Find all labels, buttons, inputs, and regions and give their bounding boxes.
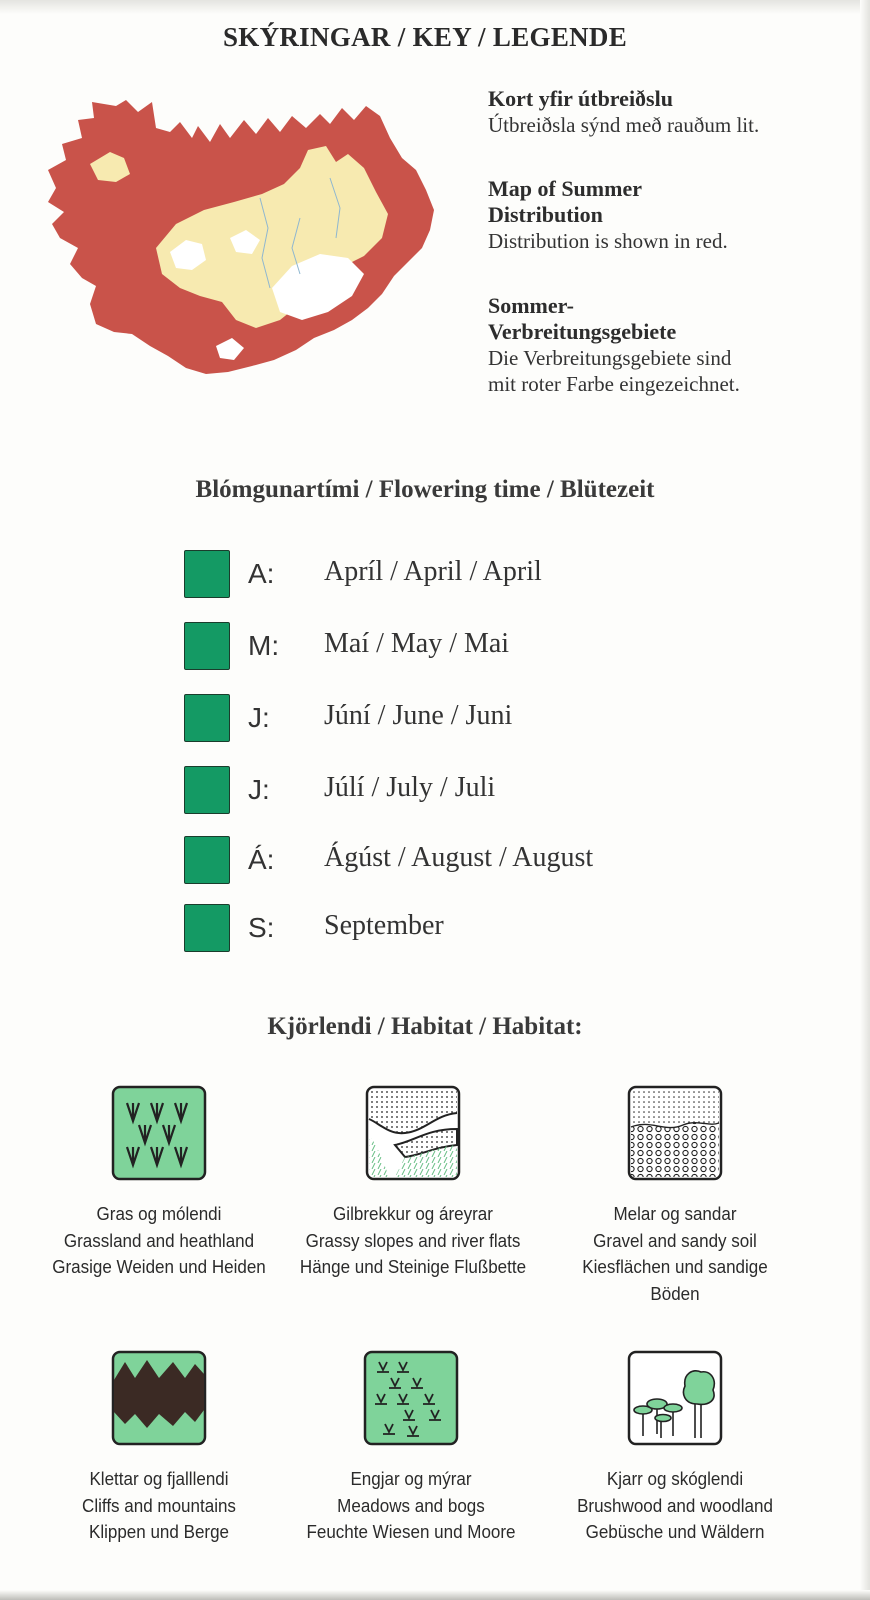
habitat-meadows-bogs [266, 1350, 556, 1546]
habitat-caption-line: Grassland and heathland [63, 1229, 255, 1251]
habitat-caption-line: Gravel and sandy soil [593, 1229, 757, 1251]
gravel-icon [627, 1085, 723, 1181]
distribution-heading-en-2: Distribution [488, 202, 603, 227]
habitat-grassland [14, 1085, 304, 1281]
distribution-note-icelandic [488, 86, 858, 138]
habitat-caption-line: Klettar og fjalllendi [89, 1468, 229, 1489]
habitat-caption-line: Engjar og mýrar [350, 1468, 472, 1489]
distribution-heading-de-1: Sommer- [488, 293, 574, 318]
habitat-caption-line: Feuchte Wiesen und Moore [306, 1521, 516, 1542]
paper-edge-bottom [0, 1590, 870, 1600]
habitat-caption-line: Grassy slopes and river flats [305, 1229, 521, 1251]
habitat-caption-line: Grasige Weiden und Heiden [52, 1256, 266, 1277]
month-letter: J: [248, 774, 270, 805]
month-swatch [184, 836, 230, 884]
meadows-bogs-icon [363, 1350, 459, 1446]
woodland-icon [627, 1350, 723, 1446]
iceland-distribution-map [30, 98, 450, 388]
habitat-gravel [530, 1085, 820, 1307]
habitat-caption-line: Kjarr og skóglendi [606, 1468, 744, 1489]
month-label: Júlí / July / Juli [324, 772, 496, 803]
habitat-caption-line: Melar og sandar [613, 1203, 737, 1224]
month-label: September [324, 910, 444, 941]
month-row-september [184, 904, 684, 954]
habitat-woodland [530, 1350, 820, 1546]
paper-edge-right [860, 0, 870, 1600]
legend-title: SKÝRINGAR / KEY / LEGENDE [222, 22, 628, 52]
distribution-heading-en-1: Map of Summer [488, 176, 642, 201]
habitat-grassy-slopes [268, 1085, 558, 1281]
month-swatch [184, 766, 230, 814]
month-label: Maí / May / Mai [324, 628, 510, 659]
habitat-caption-line: Hänge und Steinige Flußbette [299, 1256, 527, 1277]
distribution-note-english [488, 176, 858, 254]
month-swatch [184, 694, 230, 742]
month-swatch [184, 904, 230, 952]
month-letter: Á: [248, 844, 275, 875]
mountains-icon [111, 1350, 207, 1446]
month-label: Júní / June / Juni [324, 700, 513, 731]
distribution-text-en: Distribution is shown in red. [488, 229, 728, 253]
habitat-caption-line: Klippen und Berge [88, 1521, 230, 1542]
flowering-time-title: Blómgunartími / Flowering time / Blütezeit [195, 476, 655, 503]
month-row-june [184, 694, 684, 744]
habitat-caption-line: Gebüsche und Wäldern [585, 1521, 765, 1542]
habitat-caption-line: Brushwood and woodland [577, 1494, 773, 1516]
month-letter: J: [248, 702, 270, 733]
month-row-april [184, 550, 684, 600]
month-swatch [184, 550, 230, 598]
grassy-slopes-icon [365, 1085, 461, 1181]
habitat-caption-line: Meadows and bogs [337, 1494, 485, 1516]
month-label: Ágúst / August / August [324, 842, 594, 873]
habitat-caption-line: Gilbrekkur og áreyrar [333, 1203, 493, 1224]
month-swatch [184, 622, 230, 670]
distribution-text-de-2: mit roter Farbe eingezeichnet. [488, 372, 740, 396]
grassland-icon [111, 1085, 207, 1181]
month-row-may [184, 622, 684, 672]
habitat-mountains [14, 1350, 304, 1546]
habitat-caption-line: Gras og mólendi [96, 1203, 222, 1224]
month-row-july [184, 766, 684, 816]
habitat-caption-line: Cliffs and mountains [82, 1494, 236, 1516]
habitat-caption-line: Kiesflächen und sandige [582, 1256, 768, 1277]
month-letter: M: [248, 630, 280, 661]
distribution-note-german [488, 293, 858, 397]
month-letter: A: [248, 558, 275, 589]
month-label: Apríl / April / April [324, 556, 542, 587]
paper-edge-top [0, 0, 870, 14]
distribution-text-de-1: Die Verbreitungsgebiete sind [488, 346, 732, 370]
habitat-caption-line: Böden [650, 1282, 700, 1304]
distribution-heading-de-2: Verbreitungsgebiete [488, 319, 677, 344]
month-row-august [184, 836, 684, 886]
distribution-text-is: Útbreiðsla sýnd með rauðum lit. [488, 113, 760, 137]
month-letter: S: [248, 912, 275, 943]
distribution-heading-is: Kort yfir útbreiðslu [488, 86, 673, 111]
habitat-title: Kjörlendi / Habitat / Habitat: [267, 1013, 583, 1040]
